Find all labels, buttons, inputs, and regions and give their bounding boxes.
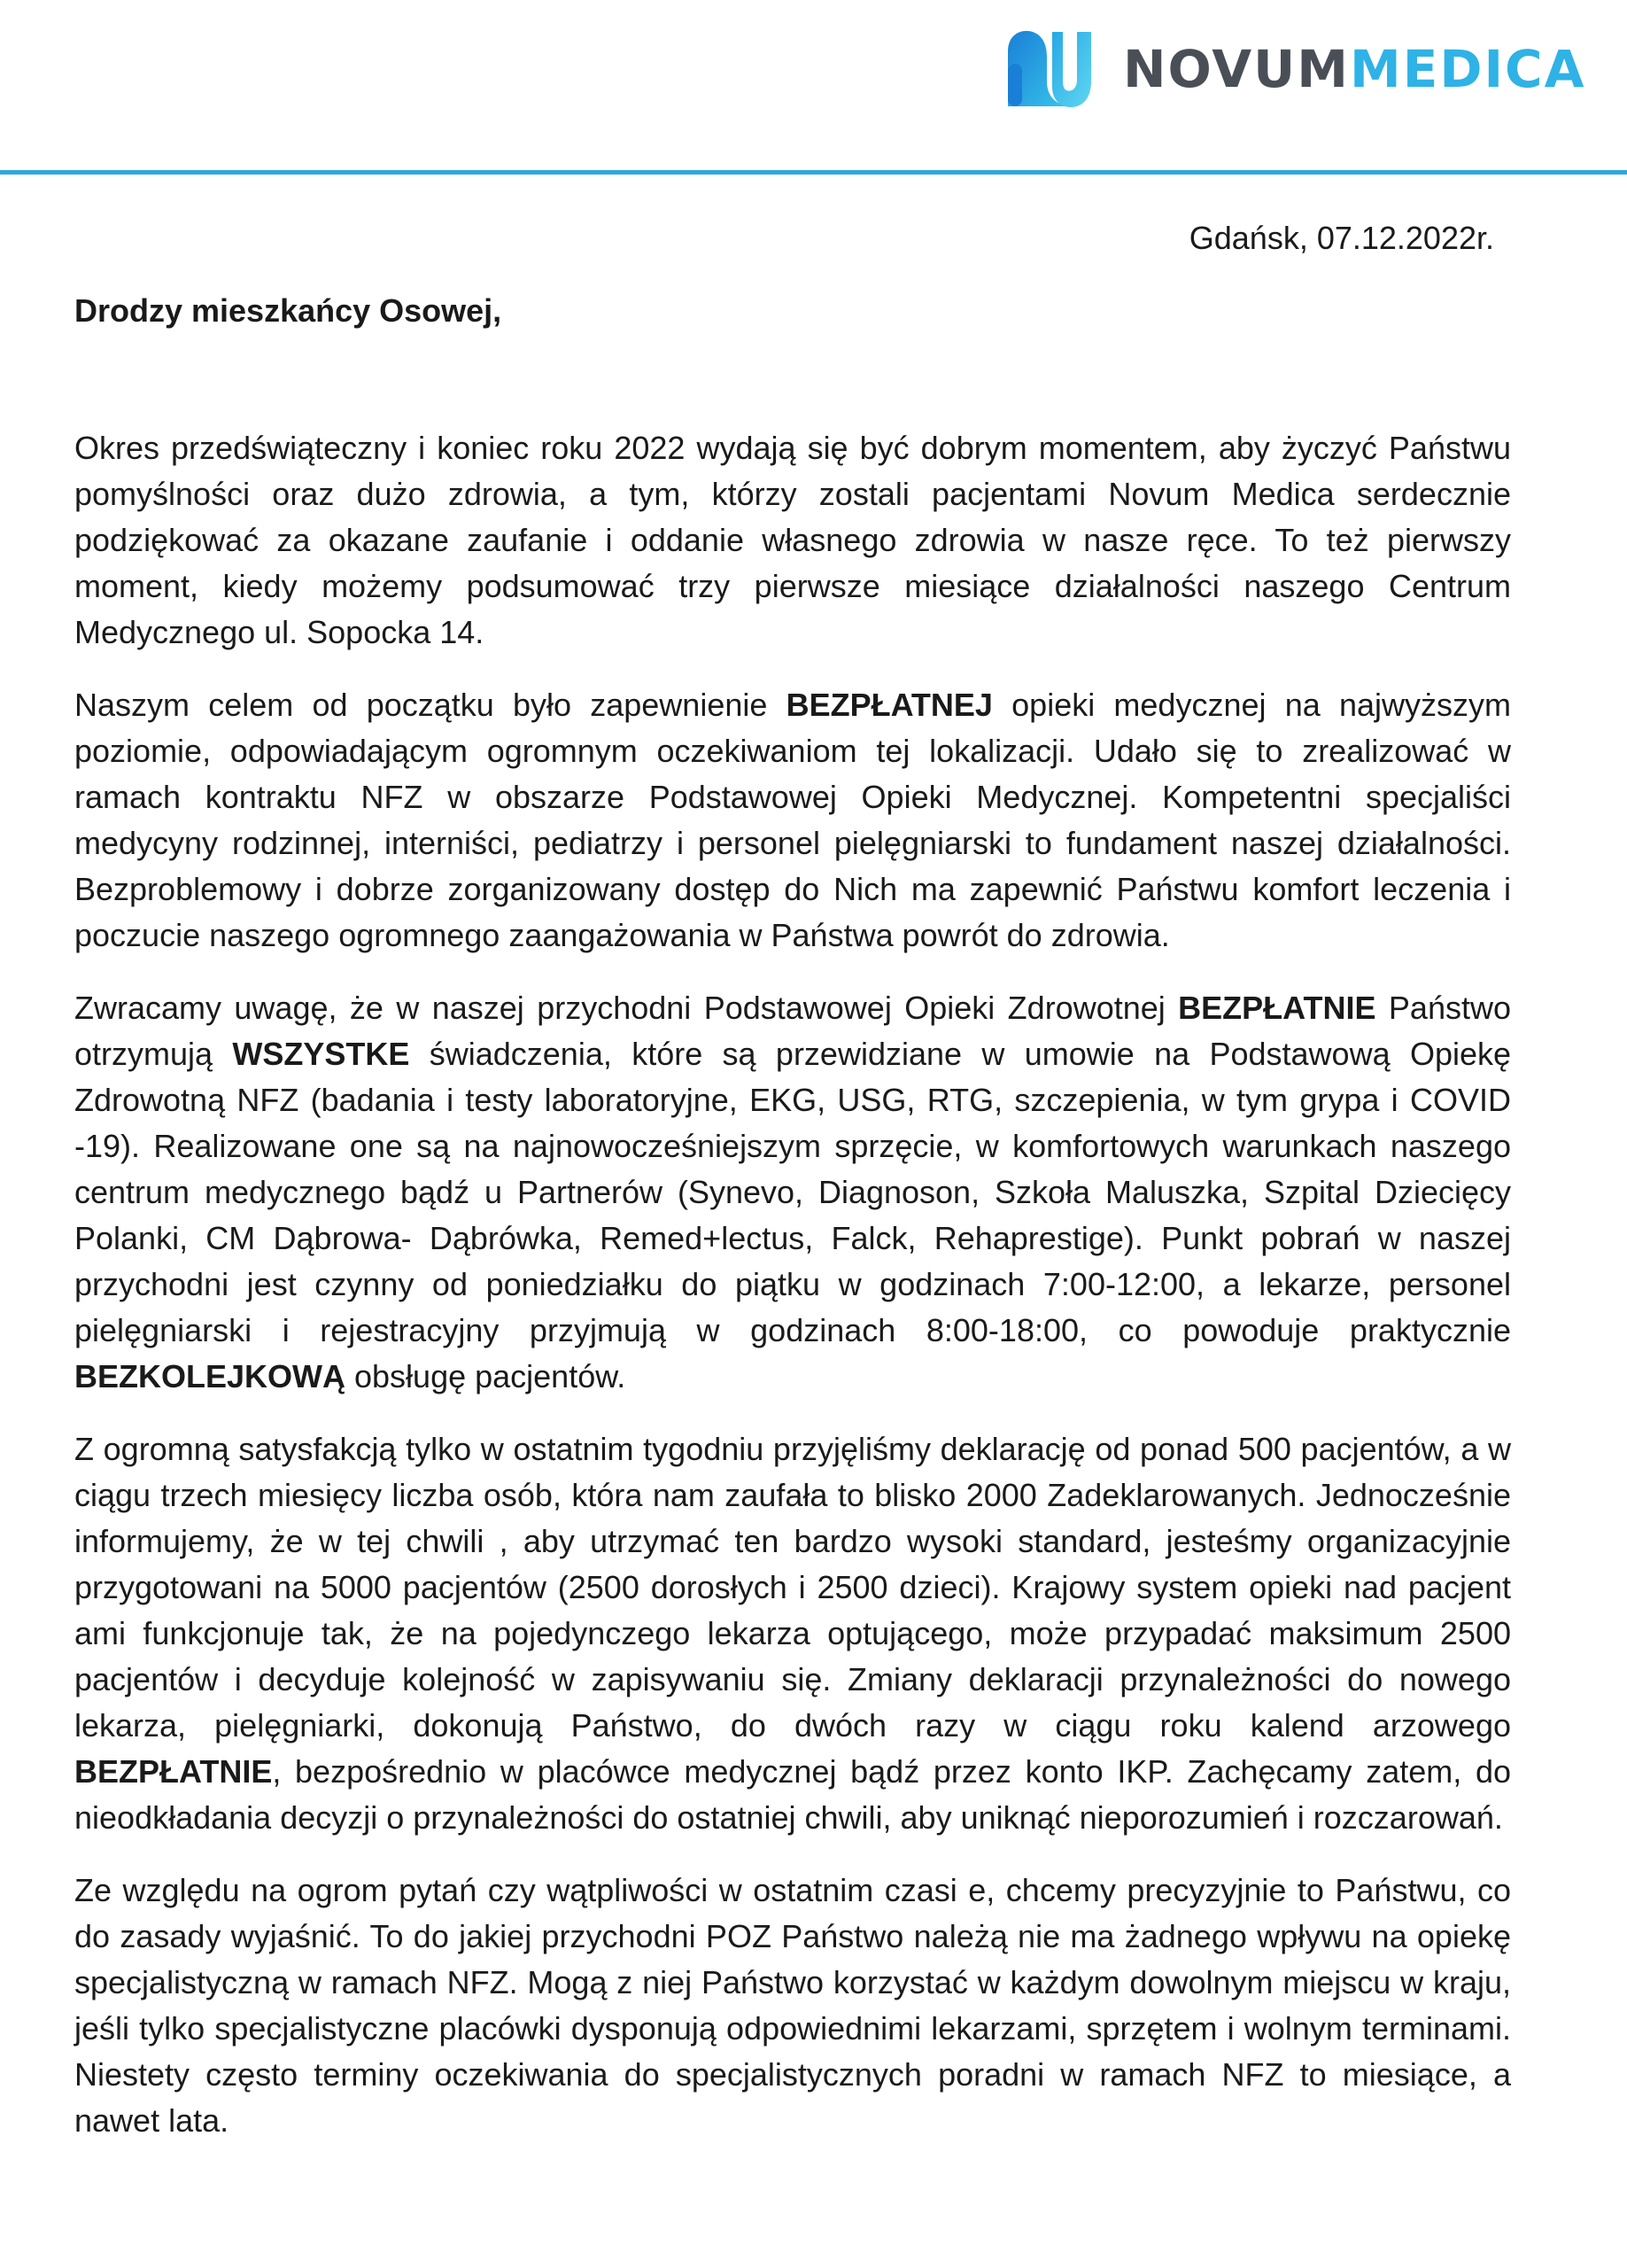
company-logo <box>1001 25 1586 113</box>
paragraph-5: Ze względu na ogrom pytań czy wątpliwości w ostatnim czasi e, chcemy precyzyjnie to Państwu, co do zasady wyjaśnić. To do jakiej przychodni POZ Państwo należą nie ma żadnego wpływu na opiekę specjalistyczną w ramach NFZ. Mogą z niej Państwo korzystać w każdym dowolnym miejscu w kraju, jeśli tylko specjalistyczne placówki dysponują odpowiednimi lekarzami, sprzętem i wolnym terminami. Niestety często terminy oczekiwania do specjalistycznych poradni w ramach NFZ to miesiące, a nawet lata. <box>74 1872 1511 2139</box>
paragraph-3-emphasis-1: BEZPŁATNIE <box>1178 990 1376 1026</box>
novum-medica-logo-icon <box>1001 25 1098 113</box>
paragraph-2 <box>74 682 1511 959</box>
letter-body <box>74 425 1511 2171</box>
letter-date: Gdańsk, 07.12.2022r. <box>1189 220 1494 256</box>
paragraph-3-text-c: Państwo otrzymują <box>74 990 1511 1072</box>
paragraph-2-text-a: Naszym celem od początku było zapewnienie <box>74 687 786 723</box>
paragraph-3-text-g: obsługę pacjentów. <box>345 1358 626 1394</box>
paragraph-4-text-c: , bezpośrednio w placówce medycznej bądź przez konto IKP. Zachęcamy zatem, do nieodkładania decyzji o przynależności do ostatniej chwili, aby uniknąć nieporozumień i rozczarowań. <box>74 1753 1511 1836</box>
paragraph-2-text-c: opieki medycznej na najwyższym poziomie, odpowiadającym ogromnym oczekiwaniom tej lokalizacji. Udało się to zrealizować w ramach kontraktu NFZ w obszarze Podstawowej Opieki Medycznej. Kompetentni specjaliści medycyny rodzinnej, interniści, pediatrzy i personel pielęgniarski to fundament naszej działalności. Bezproblemowy i dobrze zorganizowany dostęp do Nich ma zapewnić Państwu komfort leczenia i poczucie naszego ogromnego zaangażowania w Państwa powrót do zdrowia. <box>74 687 1511 953</box>
paragraph-4-text-a: Z ogromną satysfakcją tylko w ostatnim tygodniu przyjęliśmy deklarację od ponad 500 pacjentów, a w ciągu trzech miesięcy liczba osób, która nam zaufała to blisko 2000 Zadeklarowanych. Jednocześnie informujemy, że w tej chwili , aby utrzymać ten bardzo wysoki standard, jesteśmy organizacyjnie przygotowani na 5000 pacjentów (2500 dorosłych i 2500 dzieci). Krajowy system opieki nad pacjent ami funkcjonuje tak, że na pojedynczego lekarza optującego, może przypadać maksimum 2500 pacjentów i decyduje kolejność w zapisywaniu się. Zmiany deklaracji przynależności do nowego lekarza, pielęgniarki, dokonują Państwo, do dwóch razy w ciągu roku kalend arzowego <box>74 1431 1511 1744</box>
paragraph-2-emphasis: BEZPŁATNEJ <box>786 687 993 723</box>
paragraph-3-emphasis-3: BEZKOLEJKOWĄ <box>74 1358 345 1394</box>
paragraph-3-text-a: Zwracamy uwagę, że w naszej przychodni Podstawowej Opieki Zdrowotnej <box>74 990 1179 1026</box>
paragraph-3-text-e: świadczenia, które są przewidziane w umowie na Podstawową Opiekę Zdrowotną NFZ (badania i testy laboratoryjne, EKG, USG, RTG, szczepienia, w tym grypa i COVID -19). Realizowane one są na najnowocześniejszym sprzęcie, w komfortowych warunkach naszego centrum medycznego bądź u Partnerów (Synevo, Diagnoson, Szkoła Maluszka, Szpital Dziecięcy Polanki, CM Dąbrowa- Dąbrówka, Remed+lectus, Falck, Rehaprestige). Punkt pobrań w naszej przychodni jest czynny od poniedziałku do piątku w godzinach 7:00-12:00, a lekarze, personel pielęgniarski i rejestracyjny przyjmują w godzinach 8:00-18:00, co powoduje praktycznie <box>74 1036 1512 1348</box>
paragraph-4 <box>74 1426 1511 1841</box>
logo-wordmark <box>1123 39 1586 99</box>
logo-word-novum: NOVUM <box>1123 39 1350 99</box>
letter-greeting: Drodzy mieszkańcy Osowej, <box>74 292 502 329</box>
letterhead <box>0 0 1627 177</box>
header-divider <box>0 170 1627 175</box>
paragraph-4-emphasis: BEZPŁATNIE <box>74 1753 273 1790</box>
logo-word-medica: MEDICA <box>1350 39 1586 99</box>
paragraph-3-emphasis-2: WSZYSTKE <box>232 1036 410 1072</box>
paragraph-1: Okres przedświąteczny i koniec roku 2022 wydają się być dobrym momentem, aby życzyć Państwu pomyślności oraz dużo zdrowia, a tym, którzy zostali pacjentami Novum Medica serdecznie podziękować za okazane zaufanie i oddanie własnego zdrowia w nasze ręce. To też pierwszy moment, kiedy możemy podsumować trzy pierwsze miesiące działalności naszego Centrum Medycznego ul. Sopocka 14. <box>74 430 1511 650</box>
paragraph-3 <box>74 985 1511 1400</box>
